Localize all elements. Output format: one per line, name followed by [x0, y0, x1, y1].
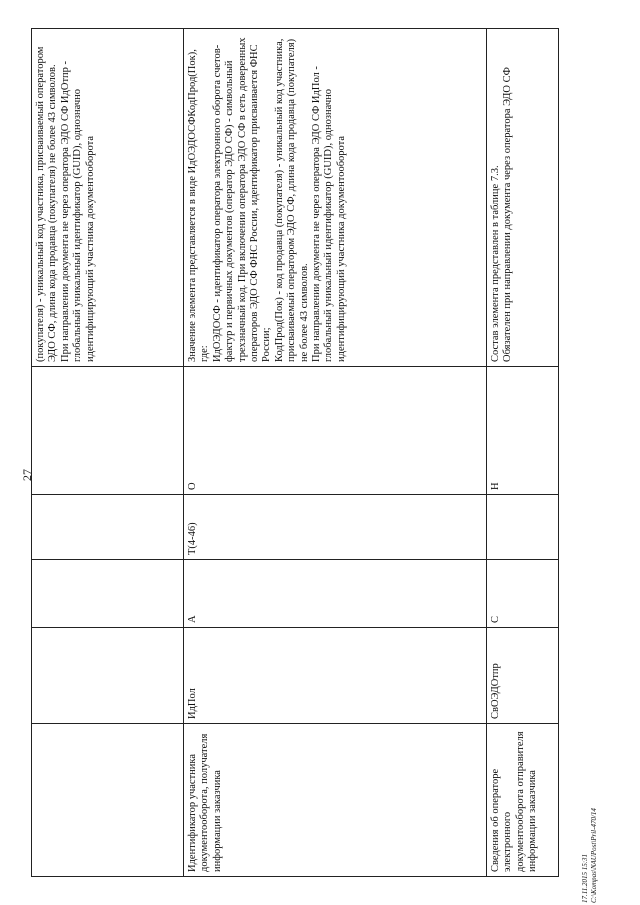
element-type-cell — [32, 560, 184, 628]
table-row — [32, 29, 184, 877]
footer-timestamp: 17.11.2015 15:31 — [581, 853, 589, 903]
element-required-cell: Н — [487, 367, 559, 495]
element-name-cell: Идентификатор участника документооборота, получателя информации заказчика — [184, 724, 487, 877]
footer-file-path: C:\Kompas\NAUPost\Pril-470/14 — [590, 808, 598, 903]
element-description-cell: (покупателя) - уникальный код участника, присваиваемый оператором ЭДО СФ, длина кода продавца (покупателя) не более 43 символов. При направлении документа не через оператора ЭДО СФ ИдОтпр - глобальный уникальный идентификатор (GUID), однозначно идентифицирующий участника документооборота — [32, 29, 184, 367]
element-format-cell: Т(4-46) — [184, 495, 487, 560]
element-format-cell — [487, 495, 559, 560]
table-row — [184, 29, 487, 877]
requirements-table-wrapper — [31, 29, 558, 877]
element-type-cell: С — [487, 560, 559, 628]
element-code-cell: ИдПол — [184, 628, 487, 724]
element-description-cell: Значение элемента представляется в виде ИдОЭДОСФКодПрод(Пок), где: ИдОЭДОСФ - идентификатор оператора электронного оборота счетов-фактур и первичных документов (оператор ЭДО СФ) - символьный трехзначный код. При включении оператора ЭДО СФ в сеть доверенных операторов ЭДО СФ ФНС России, идентификатор присваивается ФНС России; КодПрод(Пок) - код продавца (покупателя) - уникальный код участника, присваиваемый оператором ЭДО СФ, длина кода продавца (покупателя) не более 43 символов. При направлении документа не через оператора ЭДО СФ ИдПол - глобальный уникальный идентификатор (GUID), однозначно идентифицирующий участника документооборота — [184, 29, 487, 367]
element-format-cell — [32, 495, 184, 560]
element-required-cell: О — [184, 367, 487, 495]
element-required-cell — [32, 367, 184, 495]
table-row — [487, 29, 559, 877]
element-name-cell — [32, 724, 184, 877]
element-code-cell — [32, 628, 184, 724]
element-description-cell: Состав элемента представлен в таблице 7.3. Обязателен при направлении документа через оператора ЭДО СФ — [487, 29, 559, 367]
footer-stamp — [581, 713, 599, 903]
page-number: 27 — [20, 469, 34, 481]
element-name-cell: Сведения об операторе электронного документооборота отправителя информации заказчика — [487, 724, 559, 877]
requirements-table — [31, 28, 559, 877]
element-code-cell: СвОЭДОтпр — [487, 628, 559, 724]
element-type-cell: А — [184, 560, 487, 628]
